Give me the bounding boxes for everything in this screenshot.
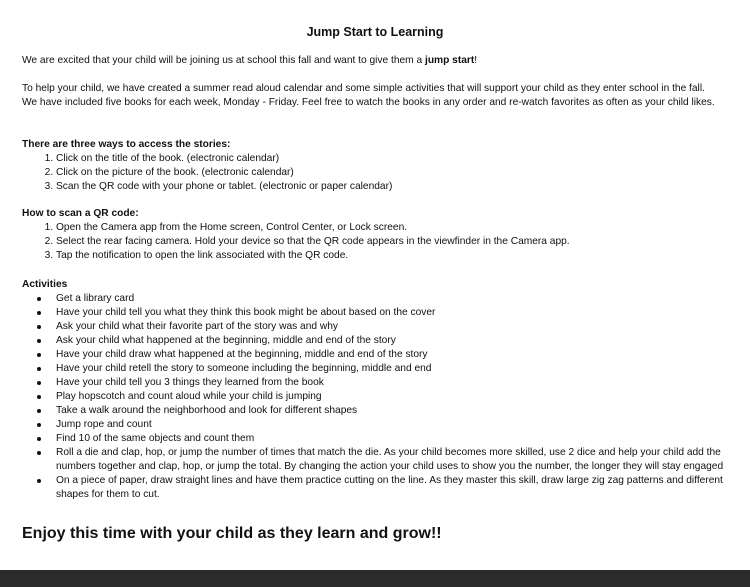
activity-item [56, 362, 726, 376]
activities-list [56, 292, 726, 502]
activity-item [56, 404, 726, 418]
activity-item [56, 418, 726, 432]
activity-item [56, 432, 726, 446]
qr-list-item: 1. Open the Camera app from the Home screen, Control Center, or Lock screen. [56, 221, 736, 235]
bullet-icon [37, 479, 41, 483]
bullet-icon [37, 395, 41, 399]
bottom-bar [0, 570, 750, 587]
summary-paragraph: To help your child, we have created a summer read aloud calendar and some simple activities that will support your child as they enter school in the fall. We have included five books for each week, Monday - Friday. Feel free to watch the books in any order and re-watch favorites as often as your child likes. [22, 83, 715, 108]
activity-item [56, 306, 726, 320]
access-list [56, 152, 736, 194]
intro-text: We are excited that your child will be joining us at school this fall and want to give them a [22, 55, 425, 66]
activity-item [56, 376, 726, 390]
bullet-icon [37, 353, 41, 357]
activity-text: Have your child tell you what they think this book might be about based on the cover [56, 307, 436, 318]
intro-text-end: ! [474, 55, 478, 66]
activity-text: Have your child retell the story to someone including the beginning, middle and end [56, 363, 432, 374]
activity-text: Ask your child what their favorite part of the story was and why [56, 321, 338, 332]
access-heading: There are three ways to access the stories: [22, 139, 231, 150]
activity-item [56, 334, 726, 348]
intro-paragraph [22, 54, 722, 68]
bullet-icon [37, 381, 41, 385]
closing-message: Enjoy this time with your child as they learn and grow!! [22, 525, 442, 542]
access-list-item: 2. Click on the picture of the book. (electronic calendar) [56, 166, 736, 180]
activity-item [56, 390, 726, 404]
bullet-icon [37, 423, 41, 427]
bullet-icon [37, 437, 41, 441]
access-list-item: 1. Click on the title of the book. (electronic calendar) [56, 152, 736, 166]
activity-item [56, 446, 726, 474]
activity-text: Play hopscotch and count aloud while your child is jumping [56, 391, 322, 402]
activity-text: Have your child tell you 3 things they learned from the book [56, 377, 324, 388]
activity-item [56, 474, 726, 502]
intro-bold-text: jump start [425, 55, 475, 66]
activity-text: Take a walk around the neighborhood and look for different shapes [56, 405, 358, 416]
qr-list-item: 3. Tap the notification to open the link associated with the QR code. [56, 249, 736, 263]
bullet-icon [37, 367, 41, 371]
activity-text: Have your child draw what happened at the beginning, middle and end of the story [56, 349, 428, 360]
qr-heading: How to scan a QR code: [22, 208, 139, 219]
activity-item [56, 348, 726, 362]
bullet-icon [37, 297, 41, 301]
bullet-icon [37, 339, 41, 343]
bullet-icon [37, 451, 41, 455]
qr-list [56, 221, 736, 263]
activity-text: Jump rope and count [56, 419, 152, 430]
access-list-item: 3. Scan the QR code with your phone or tablet. (electronic or paper calendar) [56, 180, 736, 194]
activity-text: Get a library card [56, 293, 135, 304]
activity-item [56, 320, 726, 334]
qr-list-item: 2. Select the rear facing camera. Hold your device so that the QR code appears in the viewfinder in the Camera app. [56, 235, 736, 249]
activity-text: Find 10 of the same objects and count them [56, 433, 255, 444]
bullet-icon [37, 325, 41, 329]
bullet-icon [37, 311, 41, 315]
bullet-icon [37, 409, 41, 413]
activities-heading: Activities [22, 279, 68, 290]
page-title: Jump Start to Learning [306, 25, 444, 39]
activity-text: Ask your child what happened at the beginning, middle and end of the story [56, 335, 396, 346]
activity-item [56, 292, 726, 306]
activity-text: On a piece of paper, draw straight lines and have them practice cutting on the line. As they master this skill, draw large zig zag patterns and different shapes for them to cut. [56, 475, 723, 500]
activity-text: Roll a die and clap, hop, or jump the number of times that match the die. As your child becomes more skilled, use 2 dice and help your child add the numbers together and clap, hop, or jump the total. By changing the action your child uses to show you the number, the longer they will stay engaged [56, 447, 724, 472]
